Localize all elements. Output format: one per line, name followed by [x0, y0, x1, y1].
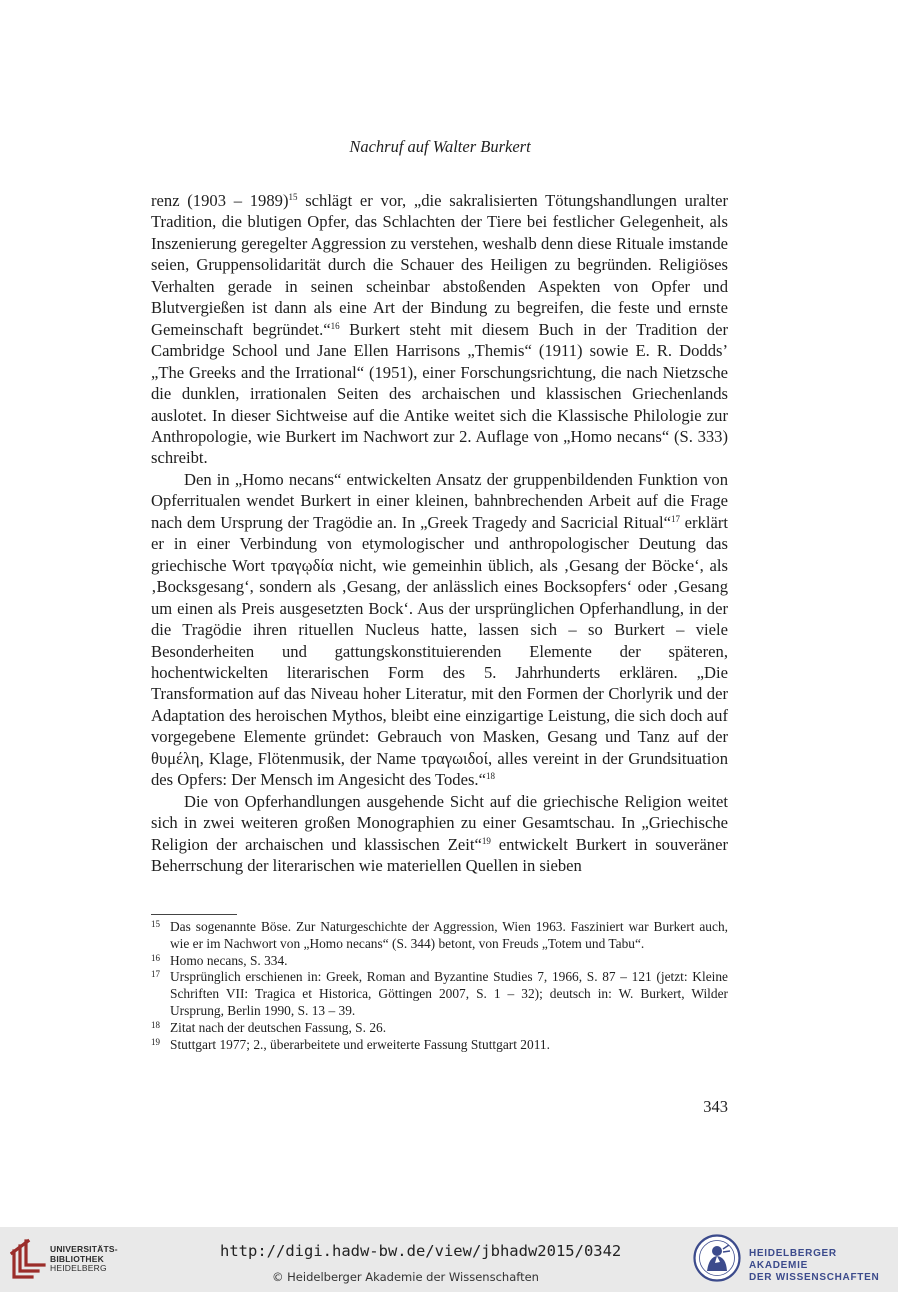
footnote-number: 17: [151, 969, 160, 980]
paragraph-1: renz (1903 – 1989)$^{15}$ schlägt er vor, „die sakralisierten Tötungshandlungen uralter Tradition, die blutigen Opfer, das Schlachten der Tiere bei festlicher Gelegenheit, als Inszenierung geregelter Aggression zu verstehen, weshalb denn diese Rituale imstande seien, Gruppensolidarität durch die Schauer des Heiligen zu begründen. Religiöses Verhalten gerade in seinen scheinbar abstoßenden Aspekten von Opfer und Blutvergießen ist dann als eine Art der Bindung zu begreifen, die feste und ernste Gemeinschaft begründet.“$^{16}$ Burkert steht mit diesem Buch in der Tradition der Cambridge School und Jane Ellen Harrisons „Themis“ (1911) sowie E. R. Dodds’ „The Greeks and the Irrational“ (1951), einer Forschungsrichtung, die nach Nietzsche die dunklen, irrationalen Seiten des archaischen und klassischen Griechenlands auslotet. In dieser Sichtweise auf die Antike weitet sich die Klassische Philologie zur Anthropologie, wie Burkert im Nachwort zur 2. Auflage von „Homo necans“ (S. 333) schreibt.: [151, 191, 728, 468]
footnote-19: [151, 1037, 728, 1054]
footnote-ref-17[interactable]: 17: [671, 513, 681, 524]
footnote-divider: [151, 914, 237, 915]
footnote-15: [151, 919, 728, 953]
footer-bar: [0, 1227, 898, 1292]
footnote-ref-18[interactable]: 18: [485, 771, 495, 782]
footnote-text: Stuttgart 1977; 2., überarbeitete und erweiterte Fassung Stuttgart 2011.: [170, 1036, 550, 1052]
university-library-name: UNIVERSITÄTS- BIBLIOTHEK HEIDELBERG: [50, 1244, 118, 1273]
academy-name: HEIDELBERGER AKADEMIE DER WISSENSCHAFTEN: [749, 1248, 880, 1283]
main-text: [151, 190, 728, 877]
footnote-ref-16[interactable]: 16: [330, 320, 340, 331]
page-number: 343: [703, 1097, 728, 1116]
footnote-number: 19: [151, 1036, 160, 1047]
paragraph-3: Die von Opferhandlungen ausgehende Sicht auf die griechische Religion weitet sich in zwei weiteren großen Monographien zu einer Gesamtschau. In „Griechische Religion der archaischen und klassischen Zeit“$^{19}$ entwickelt Burkert in souveräner Beherrschung der literarischen wie materiellen Quellen in sieben: [151, 791, 728, 876]
footnote-text: Zitat nach der deutschen Fassung, S. 26.: [170, 1019, 387, 1035]
permalink-url[interactable]: http://digi.hadw-bw.de/view/jbhadw2015/0342: [220, 1242, 622, 1260]
footnote-text: Das sogenannte Böse. Zur Naturgeschichte der Aggression, Wien 1963. Fasziniert war Burkert auch, wie er im Nachwort von „Homo necans“ (S. 344) betont, von Freuds „Totem und Tabu“.: [170, 919, 728, 951]
university-library-logo-icon[interactable]: [10, 1237, 48, 1281]
footnote-ref-19[interactable]: 19: [481, 835, 491, 846]
footnote-text: Homo necans, S. 334.: [170, 952, 288, 968]
running-header: Nachruf auf Walter Burkert: [349, 137, 531, 156]
footnote-number: 15: [151, 919, 160, 929]
paragraph-2: Den in „Homo necans“ entwickelten Ansatz der gruppenbildenden Funktion von Opferritualen wendet Burkert in einer kleinen, bahnbrechenden Arbeit auf die Frage nach dem Ursprung der Tragödie an. In „Greek Tragedy and Sacricial Ritual“$^{17}$ erklärt er in einer Verbindung von etymologischer und anthropologischer Deutung das griechische Wort τραγῳδία nicht, wie gemeinhin üblich, als ‚Gesang der Böcke‘, als ‚Bocksgesang‘, sondern als ‚Gesang, der anlässlich eines Bocksopfers‘ oder ‚Gesang um einen als Preis ausgesetzten Bock‘. Aus der ursprünglichen Opferhandlung, in der die Tragödie ihren rituellen Nucleus hatte, lassen sich – so Burkert – viele Besonderheiten und gattungskonstituierenden Elemente der späteren, hochentwickelten literarischen Form des 5. Jahrhunderts erklären. „Die Transformation auf das Niveau hoher Literatur, mit den Formen der Chorlyrik und der Adaptation des heroischen Mythos, bleibt eine einzigartige Leistung, die sich doch auf vorgegebene Elemente gründet: Gebrauch von Masken, Gesang und Tanz auf der θυμέλη, Klage, Flötenmusik, der Name τραγωιδοί, alles vereint in der Grundsituation des Opfers: Der Mensch im Angesicht des Todes.“$^{18}$: [151, 469, 728, 790]
footnote-16: [151, 953, 728, 970]
academy-seal-icon[interactable]: [693, 1234, 741, 1282]
footnote-17: [151, 969, 728, 1019]
footnote-text: Ursprünglich erschienen in: Greek, Roman and Byzantine Studies 7, 1966, S. 87 – 121 (jetzt: Kleine Schriften VII: Tragica et Historica, Göttingen 2007, S. 1 – 32); deutsch in: W. Burkert, Wilder Ursprung, Berlin 1990, S. 13 – 39.: [170, 969, 728, 1018]
footnotes: [151, 919, 728, 1053]
footnote-number: 18: [151, 1019, 160, 1030]
footnote-number: 16: [151, 952, 160, 963]
footnote-18: [151, 1020, 728, 1037]
footnote-ref-15[interactable]: 15: [288, 192, 298, 202]
copyright-notice: © Heidelberger Akademie der Wissenschaften: [272, 1270, 539, 1284]
